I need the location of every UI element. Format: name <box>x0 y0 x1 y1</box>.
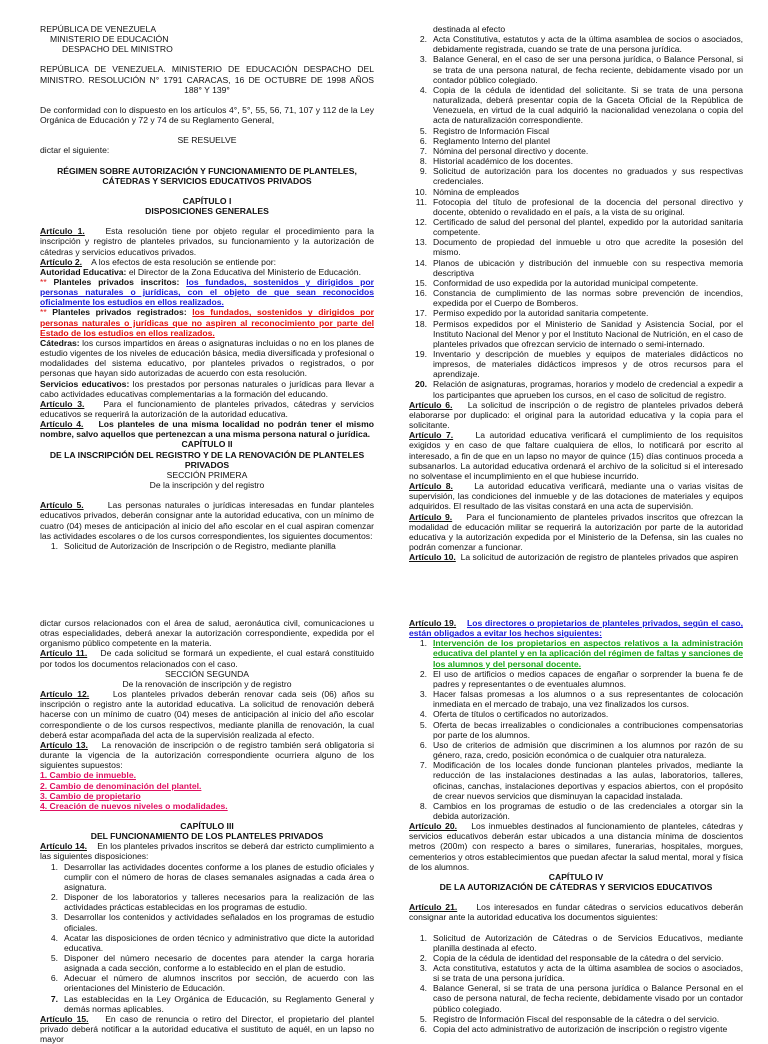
list-item <box>409 983 743 1013</box>
list-item-text: Disponer del número necesario de docentes para atender la carga horaria asignada a cada sección, conforme a lo establecido en el plan de estudio. <box>64 953 374 974</box>
definition-inscritos <box>40 277 374 307</box>
list-item <box>409 669 743 689</box>
list-item-number: 10. <box>415 186 427 197</box>
list-item <box>40 912 374 932</box>
definition-servicios <box>40 379 374 399</box>
article-6-label: Artículo 6. <box>409 399 453 410</box>
continued-text: dictar cursos relacionados con el área de salud, aeronáutica civil, comunicaciones u otras especialidades, deberá anexar la autorización correspondiente, expedida por el organismo público competente en la materia. <box>40 618 374 649</box>
list-item-text: Acta constitutiva, estatutos y acta de la última asamblea de socios o asociados, si se trata de una persona jurídica. <box>433 963 743 984</box>
list-item-text: Nómina del personal directivo y docente. <box>433 145 589 156</box>
list-item-text: Oferta de becas irrealizables o condicionales a contribuciones compensatorias por parte de los alumnos. <box>433 719 743 740</box>
article-11-label: Artículo 11. <box>40 648 88 659</box>
article-5-text: Las personas naturales o jurídicas interesadas en fundar planteles educativos privados, deberán consignar ante la autoridad educativa, con un mínimo de cuatro (04) meses de anticipación al inicio del año escolar en el cual aspiran comenzar las actividades escolares o de los cursos correspondientes, los siguientes documentos: <box>40 500 374 541</box>
article-19-list <box>409 638 743 821</box>
article-5-label: Artículo 5. <box>40 500 84 511</box>
list-item <box>409 187 743 197</box>
supuesto-3: 3. Cambio de propietario <box>40 790 141 801</box>
article-10 <box>409 552 743 562</box>
article-15 <box>40 1014 374 1044</box>
header-ministry: MINISTERIO DE EDUCACIÓN <box>50 34 169 45</box>
article-20-label: Artículo 20. <box>409 821 457 832</box>
list-item <box>409 689 743 709</box>
list-item-text: Copia del acto administrativo de autorización de inscripción o registro vigente <box>433 1023 728 1034</box>
article-7-text: La autoridad educativa verificará el cumplimiento de los requisitos exigidos y en caso de que faltare cualquiera de ellos, lo notificará por escrito al interesado, a fin de que en un lapso no mayor de quince (15) días continuos proceda a subsanarlos. La autoridad educativa ordenará el archivo de la solicitud si el interesado no solventase el incumplimiento en el que hubiese incurrido. <box>409 430 743 481</box>
list-item-text: Balance General, en el caso de ser una persona jurídica, o Balance Personal, si se trata de una persona natural, de fecha reciente, debidamente visado por un contador público colegiado. <box>433 54 743 85</box>
list-item-text: Copia de la cédula de identidad del responsable de la cátedra o del servicio. <box>433 952 724 963</box>
list-item <box>40 973 374 993</box>
definition-registrados-text: los fundados, sostenidos y dirigidos por personas naturales o jurídicas que no aspiren al reconocimiento por parte del Estado de los estudios en ellos realizados. <box>40 307 374 338</box>
list-item-text: Fotocopia del título de profesional de la docencia del personal directivo y docente, obtenido o revalidado en el país, a la vista de su original. <box>433 196 743 217</box>
chapter-2-number: CAPÍTULO II <box>181 439 233 450</box>
list-item-text: Reglamento Interno del plantel <box>433 135 551 146</box>
list-item-number: 19. <box>415 349 427 359</box>
list-item-text: Uso de criterios de admisión que discriminen a los alumnos por razón de su género, raza, credo, posición económica o de cualquier otra naturaleza. <box>433 739 743 761</box>
article-7 <box>409 430 743 481</box>
list-item <box>409 126 743 136</box>
definition-autoridad-text: el Director de la Zona Educativa del Ministerio de Educación. <box>126 266 361 277</box>
list-item-text: Constancia de cumplimiento de las normas sobre prevención de incendios, expedida por el Cuerpo de Bomberos. <box>433 288 743 309</box>
list-item <box>409 237 743 257</box>
definition-servicios-text: los prestados por personas naturales o jurídicas para llevar a cabo actividades educativas complementarias a la formación del educando. <box>40 378 374 399</box>
list-item-number: 4. <box>419 983 427 994</box>
list-item-number: 12. <box>415 216 427 227</box>
list-item-text: Nómina de empleados <box>433 186 519 197</box>
article-2-label: Artículo 2. <box>40 256 83 267</box>
definition-registrados <box>40 307 374 337</box>
article-4 <box>40 419 374 439</box>
list-item-text: Hacer falsas promesas a los alumnos o a sus representantes de colocación inmediata en el mercado de trabajo, una vez finalizados los cursos. <box>433 689 743 710</box>
list-item-number: 5. <box>50 953 58 963</box>
continued-text: destinada al efecto <box>433 24 506 34</box>
list-item-number: 5. <box>419 125 427 136</box>
section-1-title: De la inscripción y del registro <box>149 480 265 491</box>
list-item <box>409 85 743 126</box>
list-item-text: Conformidad de uso expedida por la autoridad municipal competente. <box>433 277 699 288</box>
list-item-number: 7. <box>419 760 427 771</box>
list-item <box>409 136 743 146</box>
article-13 <box>40 740 374 770</box>
list-item <box>409 709 743 719</box>
article-19-label: Artículo 19. <box>409 618 457 628</box>
list-item-number: 7. <box>419 145 427 156</box>
article-14-label: Artículo 14. <box>40 841 87 852</box>
list-item <box>409 963 743 983</box>
article-11 <box>40 648 374 668</box>
list-item-text: Las establecidas en la Ley Orgánica de Educación, su Reglamento General y demás normas aplicables. <box>64 993 374 1014</box>
list-item-number: 2. <box>50 892 58 903</box>
article-21-label: Artículo 21. <box>409 902 458 913</box>
section-1-number: SECCIÓN PRIMERA <box>166 469 248 480</box>
list-item <box>409 760 743 801</box>
list-item-number: 6. <box>50 973 58 984</box>
list-item-number: 1. <box>50 861 58 872</box>
article-12-label: Artículo 12. <box>40 689 90 700</box>
article-9-label: Artículo 9. <box>409 511 453 522</box>
article-12-text: Los planteles privados deberán renovar cada seis (06) años su inscripción o registro ante la autoridad educativa. La solicitud de renovación deberá hacerse con un mínimo de cuatro (04) meses de anticipación al inicio del año escolar correspondiente o de los cursos respectivos, mediante planilla de renovación, la cual deberá estar acompañada del acta de la supervisión realizada al efecto. <box>40 689 374 740</box>
definition-catedras-label: Cátedras: <box>40 337 80 348</box>
article-15-text: En caso de renuncia o retiro del Director, el propietario del plantel privado deberá notificar a la autoridad educativa el sustituto de aquél, en un lapso no mayor <box>40 1013 374 1044</box>
list-item-number: 20. <box>415 379 427 390</box>
article-9-text: Para el funcionamiento de planteles privados inscritos que ofrezcan la modalidad de educación militar se requerirá la autorización por parte de la autoridad educativa y la autorización expedida por el Ministerio de la Defensa, sin las cuales no podrán comenzar a funcionar. <box>409 511 743 552</box>
list-item-text: Copia de la cédula de identidad del solicitante. Si se trata de una persona naturalizada, deberá presentar copia de la Gaceta Oficial de la República de Venezuela, en virtud de la cual adquirió la nacionalidad venezolana o copia del acta de naturalización correspondiente. <box>433 84 743 126</box>
list-item-text: Oferta de títulos o certificados no autorizados. <box>433 709 609 720</box>
list-item-number: 5. <box>419 719 427 730</box>
chapter-3-number: CAPÍTULO III <box>180 820 234 831</box>
list-item <box>409 278 743 288</box>
definition-autoridad <box>40 267 374 277</box>
list-item-text: Historial académico de los docentes. <box>433 156 573 167</box>
resolution-heading: REPÚBLICA DE VENEZUELA. MINISTERIO DE EDUCACIÓN DESPACHO DEL MINISTRO. RESOLUCIÓN N° 1791 CARACAS, 16 DE OCTUBRE DE 1998 AÑOS 188° Y 139° <box>40 64 374 95</box>
chapter-4-title: DE LA AUTORIZACIÓN DE CÁTEDRAS Y SERVICIOS EDUCATIVOS <box>439 882 713 893</box>
list-item <box>40 933 374 953</box>
list-item-number: 17. <box>415 308 427 319</box>
list-item <box>40 994 374 1014</box>
list-item-number: 3. <box>419 963 427 973</box>
list-item-number: 15. <box>415 277 427 288</box>
article-5-list-continued <box>409 34 743 400</box>
article-20 <box>409 821 743 872</box>
list-item-number: 13. <box>415 237 427 248</box>
list-item <box>40 541 374 551</box>
list-item-text: Balance General, si se trata de una persona jurídica o Balance Personal en el caso de persona natural, de fecha reciente, debidamente visado por un contador público colegiado. <box>433 983 743 1014</box>
article-8-text: La autoridad educativa verificará, mediante una o varias visitas de supervisión, las condiciones del inmueble y de las dotaciones de materiales y equipos adquiridos. El resultado de las visitas constará en una acta de supervisión. <box>409 481 743 512</box>
article-14-text: En los planteles privados inscritos se deberá dar estricto cumplimiento a las siguientes disposiciones: <box>40 841 374 862</box>
list-item-text: Disponer de los laboratorios y talleres necesarios para la realización de las actividades prácticas establecidas en los programas de estudio. <box>64 892 374 913</box>
article-13-text: La renovación de inscripción o de registro también será obligatoria si durante la vigencia de la autorización correspondiente ocurriera alguno de los siguientes supuestos: <box>40 739 374 771</box>
list-item-number: 4. <box>419 84 427 95</box>
regimen-title: RÉGIMEN SOBRE AUTORIZACIÓN Y FUNCIONAMIENTO DE PLANTELES, CÁTEDRAS Y SERVICIOS EDUCATIVOS PRIVADOS <box>57 165 357 186</box>
article-3 <box>40 399 374 419</box>
list-item <box>40 862 374 892</box>
list-item-number: 8. <box>419 156 427 167</box>
article-14 <box>40 841 374 861</box>
list-item-text: Permisos expedidos por el Ministerio de Sanidad y Asistencia Social, por el Instituto Nacional del Menor y por el Instituto Nacional de Nutrición, en el caso de planteles privados que ofrezcan servicio de internado o semi-internado. <box>433 318 743 349</box>
list-item <box>409 54 743 84</box>
list-item-text: Intervención de los propietarios en aspectos relativos a la administración educativa del plantel y en la aplicación del régimen de faltas y sanciones de los alumnos y del personal docente. <box>433 638 743 669</box>
article-1-text: Esta resolución tiene por objeto regular el procedimiento para la inscripción y registro de planteles privados, su funcionamiento y la autorización de cátedras y servicios educativos privados. <box>40 226 374 257</box>
preamble: De conformidad con lo dispuesto en los artículos 4°, 5°, 55, 56, 71, 107 y 112 de la Ley Orgánica de Educación y 72 y 74 de su Reglamento General, <box>40 104 374 126</box>
list-item-number: 6. <box>419 1023 427 1034</box>
list-item-text: Solicitud de autorización para los docentes no graduados y sus respectivas credenciales. <box>433 166 743 187</box>
article-14-list <box>40 862 374 1014</box>
article-21-list <box>409 933 743 1035</box>
list-item-number: 8. <box>419 800 427 811</box>
list-item-number: 6. <box>419 739 427 750</box>
definition-inscritos-label: Planteles privados inscritos: <box>53 276 180 287</box>
definition-inscritos-text: los fundados, sostenidos y dirigidos por personas naturales o jurídicas, con el objeto de que sean reconocidos oficialmente los estudios en ellos realizados. <box>40 276 374 308</box>
article-21 <box>409 902 743 922</box>
article-5 <box>40 500 374 541</box>
list-item-number: 5. <box>419 1013 427 1024</box>
list-item-number: 7. <box>50 993 58 1004</box>
article-15-label: Artículo 15. <box>40 1013 89 1024</box>
list-item <box>409 933 743 953</box>
article-9 <box>409 512 743 553</box>
list-item-text: Acta Constitutiva, estatutos y acta de la última asamblea de socios o asociados, debidamente registrada, cuando se trate de una persona jurídica. <box>433 34 743 55</box>
supuesto-4: 4. Creación de nuevos niveles o modalidades. <box>40 800 228 811</box>
list-item <box>409 308 743 318</box>
list-item-number: 4. <box>50 932 58 943</box>
list-item-number: 2. <box>419 34 427 45</box>
list-item-text: Acatar las disposiciones de orden técnico y administrativo que dicte la autoridad educativa. <box>64 932 374 953</box>
definition-catedras-text: los cursos impartidos en áreas o asignaturas incluidas o no en los planes de estudio vigentes de los niveles de educación básica, media diversificada y profesional o modalidades del sistema educativo, por planteles privados o registrados, o por personas que hayan sido autorizadas de acuerdo con esta resolución. <box>40 337 374 379</box>
list-item-text: Desarrollar las actividades docentes conforme a los planes de estudio oficiales y cumplir con el número de horas de clases semanales asignadas a cada área o asignatura. <box>64 861 374 892</box>
list-item-text: Cambios en los programas de estudio o de las credenciales a otorgar sin la debida autorización. <box>433 800 743 821</box>
article-3-text: Para el funcionamiento de planteles privados, cátedras y servicios educativos se requerirá la autorización de la autoridad educativa. <box>40 398 374 419</box>
list-item <box>409 217 743 237</box>
list-item-number: 3. <box>419 54 427 65</box>
article-10-label: Artículo 10. <box>409 552 456 563</box>
article-12 <box>40 689 374 740</box>
list-item-text: El uso de artificios o medios capaces de engañar o sorprender la buena fe de padres y representantes o de eventuales alumnos. <box>433 668 743 689</box>
list-item-number: 2. <box>419 952 427 963</box>
list-item-number: 9. <box>419 166 427 177</box>
definition-catedras <box>40 338 374 379</box>
article-6-text: La solicitud de inscripción o de registro de planteles privados deberá elaborarse por duplicado: el original para la autoridad educativa y la copia para el solicitante. <box>409 399 743 431</box>
article-2 <box>40 257 374 267</box>
page2-left-column <box>40 618 374 1044</box>
list-item-number: 16. <box>415 288 427 299</box>
article-20-text: Los inmuebles destinados al funcionamiento de planteles, cátedras y servicios educativos deberán estar ubicados a una distancia mínima de doscientos metros (200m) con respecto a bares o similares, funerarias, hospitales, morgues, cementerios y otros establecimientos que puedan afectar la salud mental, moral y física de los alumnos. <box>409 821 743 872</box>
list-item-number: 6. <box>419 135 427 146</box>
article-5-list <box>40 541 374 551</box>
list-item-text: Inventario y descripción de muebles y equipos de materiales didácticos no impresos, de materiales didácticos impresos y de otros recursos para el aprendizaje. <box>433 349 743 380</box>
article-3-label: Artículo 3. <box>40 398 85 409</box>
star-marker: ** <box>40 276 47 287</box>
chapter-1-title: DISPOSICIONES GENERALES <box>145 206 269 217</box>
list-item <box>409 801 743 821</box>
list-item-number: 3. <box>50 912 58 923</box>
list-item <box>409 740 743 760</box>
page1-left-column <box>40 24 374 576</box>
article-1-label: Artículo 1. <box>40 226 85 237</box>
article-1 <box>40 226 374 256</box>
supuesto-2: 2. Cambio de denominación del plantel. <box>40 780 202 791</box>
definition-servicios-label: Servicios educativos: <box>40 378 130 389</box>
list-item-text: Solicitud de Autorización de Cátedras o de Servicios Educativos, mediante planilla destinada al efecto. <box>433 932 743 953</box>
list-item <box>409 379 743 399</box>
article-4-text: Los planteles de una misma localidad no podrán tener el mismo nombre, salvo aquellos que pertenezcan a una misma persona natural o jurídica. <box>40 419 374 440</box>
article-2-text: A los efectos de esta resolución se entiende por: <box>91 256 276 267</box>
definition-autoridad-label: Autoridad Educativa: <box>40 266 127 277</box>
section-2-title: De la renovación de inscripción y de registro <box>122 678 292 689</box>
list-item-number: 14. <box>415 257 427 268</box>
chapter-1-number: CAPÍTULO I <box>182 195 232 206</box>
list-item-number: 1. <box>50 540 58 551</box>
article-10-text: La solicitud de autorización de registro de planteles privados que aspiren <box>460 552 739 563</box>
list-item <box>409 720 743 740</box>
list-item <box>40 953 374 973</box>
list-item <box>409 146 743 156</box>
article-4-label: Artículo 4. <box>40 419 84 430</box>
list-item-text: Relación de asignaturas, programas, horarios y modelo de credencial a expedir a los participantes que aprueben los cursos, en el caso de solicitud de registro. <box>433 379 743 400</box>
list-item <box>40 892 374 912</box>
dictar-text: dictar el siguiente: <box>40 145 110 156</box>
se-resuelve: SE RESUELVE <box>177 135 237 146</box>
list-item-number: 2. <box>419 668 427 679</box>
list-item-text: Planos de ubicación y distribución del inmueble con su respectiva memoria descriptiva <box>433 257 743 278</box>
list-item-number: 1. <box>419 932 427 943</box>
list-item-text: Documento de propiedad del inmueble u otro que acredite la posesión del mismo. <box>433 237 743 258</box>
article-19-text: Los directores o propietarios de planteles privados, según el caso, están obligados a evitar los hechos siguientes: <box>409 618 743 639</box>
section-2-number: SECCIÓN SEGUNDA <box>164 668 250 679</box>
list-item-number: 11. <box>415 196 427 207</box>
list-item <box>409 166 743 186</box>
list-item-text: Solicitud de Autorización de Inscripción o de Registro, mediante planilla <box>64 540 336 551</box>
list-item-text: Desarrollar los contenidos y actividades señalados en los programas de estudio oficiales. <box>64 912 374 933</box>
list-item-text: Registro de Información Fiscal del responsable de la cátedra o del servicio. <box>433 1013 720 1024</box>
list-item-text: Adecuar el número de alumnos inscritos por sección, de acuerdo con las orientaciones del Ministerio de Educación. <box>64 973 374 994</box>
article-6 <box>409 400 743 430</box>
list-item <box>409 156 743 166</box>
chapter-4-number: CAPÍTULO IV <box>548 871 604 882</box>
header-office: DESPACHO DEL MINISTRO <box>62 44 173 55</box>
list-item <box>409 1024 743 1034</box>
chapter-2-title: DE LA INSCRIPCIÓN DEL REGISTRO Y DE LA RENOVACIÓN DE PLANTELES PRIVADOS <box>49 449 365 470</box>
chapter-3-title: DEL FUNCIONAMIENTO DE LOS PLANTELES PRIVADOS <box>90 831 324 842</box>
article-13-label: Artículo 13. <box>40 739 88 750</box>
list-item <box>409 288 743 308</box>
list-item <box>409 258 743 278</box>
list-item <box>409 953 743 963</box>
article-8-label: Artículo 8. <box>409 481 453 492</box>
list-item-number: 3. <box>419 689 427 700</box>
article-8 <box>409 481 743 511</box>
article-7-label: Artículo 7. <box>409 430 454 441</box>
supuesto-1: 1. Cambio de inmueble. <box>40 770 136 781</box>
list-item-number: 1. <box>419 638 427 649</box>
page1-right-column <box>409 24 743 576</box>
list-item <box>409 319 743 349</box>
star-marker: ** <box>40 307 47 318</box>
list-item <box>409 34 743 54</box>
list-item <box>409 1014 743 1024</box>
list-item-text: Certificado de salud del personal del plantel, expedido por la autoridad sanitaria competente. <box>433 216 743 238</box>
list-item <box>409 638 743 668</box>
article-21-text: Los interesados en fundar cátedras o servicios educativos deberán consignar ante la autoridad educativa los documentos siguientes: <box>409 902 743 923</box>
article-19 <box>409 618 743 638</box>
page2-right-column <box>409 618 743 1034</box>
list-item-text: Permiso expedido por la autoridad sanitaria competente. <box>433 308 649 319</box>
definition-registrados-label: Planteles privados registrados: <box>52 307 187 318</box>
list-item-text: Registro de Información Fiscal <box>433 125 550 136</box>
article-11-text: De cada solicitud se formará un expediente, el cual estará constituido por todos los documentos relacionados con el caso. <box>40 648 374 669</box>
list-item-text: Modificación de los locales donde funcionan planteles privados, mediante la reducción de las instalaciones destinadas a las aulas, laboratorios, talleres, oficinas, canchas, instalaciones deportivas y espacios abiertos, con el propósito de crear nuevos servicios que disminuyan la capacidad instalada. <box>433 760 743 801</box>
header-republic: REPÚBLICA DE VENEZUELA <box>40 24 157 34</box>
list-item <box>409 197 743 217</box>
list-item-number: 18. <box>415 318 427 329</box>
list-item-number: 4. <box>419 709 427 720</box>
list-item <box>409 349 743 379</box>
